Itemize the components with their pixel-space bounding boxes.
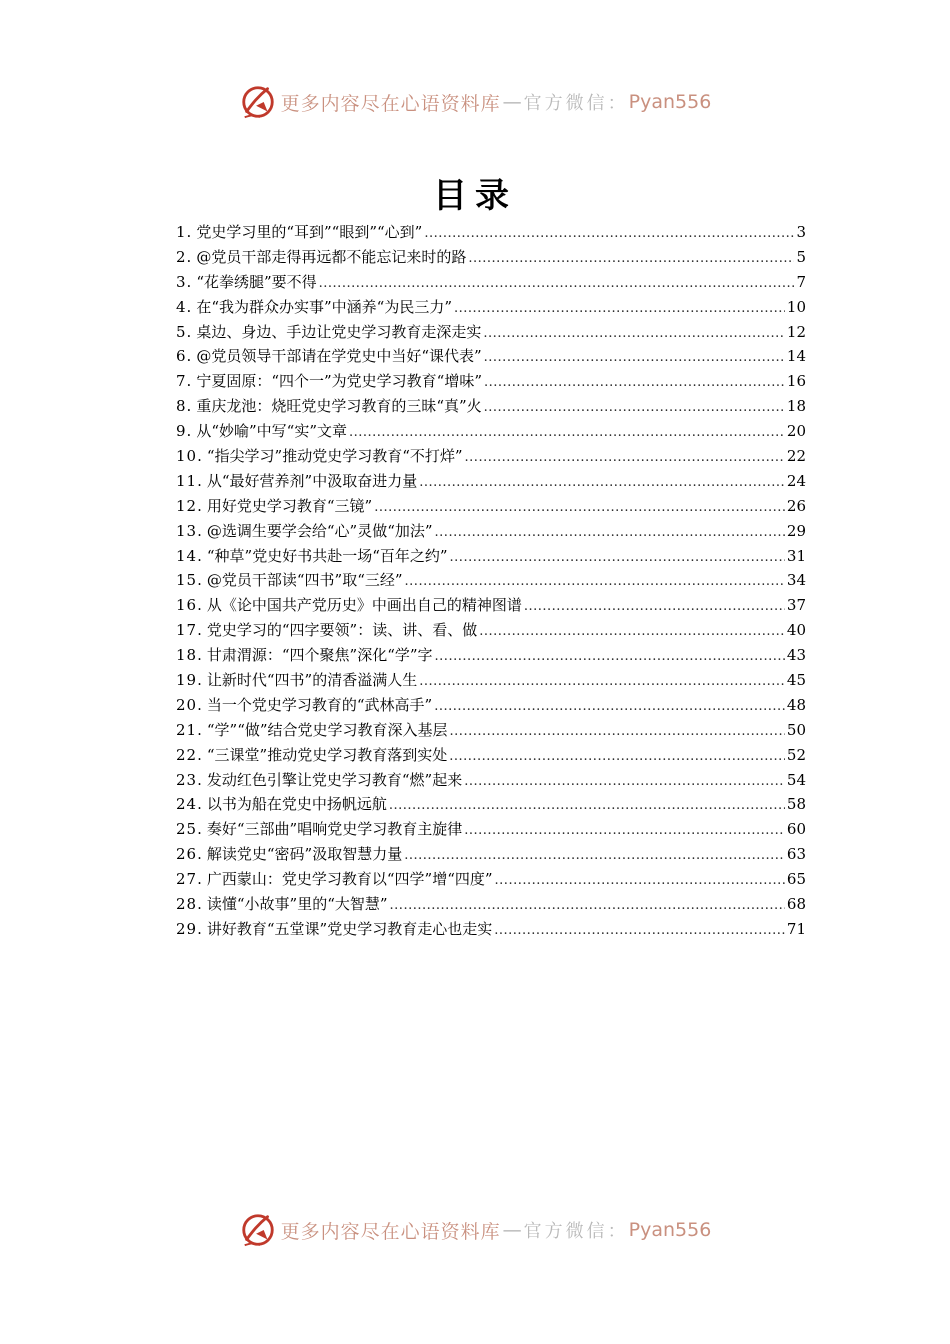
watermark-separator: — [502,1219,522,1241]
toc-dot-leader [435,645,785,670]
watermark-separator: — [502,91,522,113]
toc-entry-number: 3. [176,272,193,291]
toc-entry-number: 8. [176,397,193,416]
watermark-main-text: 更多内容尽在心语资料库 [280,92,501,115]
toc-entry-title: 党史学习的“四字要领”：读、讲、看、做 [206,621,478,640]
toc-entry[interactable] [176,593,806,618]
toc-entry-number: 21. [176,720,203,739]
toc-entry-number: 13. [176,521,203,540]
pen-logo-icon [239,83,277,121]
toc-entry-number: 17. [176,621,203,640]
toc-entry-title: “学”“做”结合党史学习教育深入基层 [206,720,448,739]
toc-entry-number: 5. [176,322,193,341]
toc-entry-number: 14. [176,546,203,565]
toc-entry-number: 27. [176,870,203,889]
toc-dot-leader [390,894,785,919]
toc-dot-leader [449,745,785,770]
toc-entry-page: 31 [786,546,806,565]
toc-entry[interactable] [176,718,806,743]
toc-entry-page: 54 [786,770,806,789]
toc-dot-leader [450,720,785,745]
toc-entry[interactable] [176,519,806,544]
toc-entry-number: 22. [176,745,203,764]
watermark-wechat-id: Pyan556 [628,1219,712,1241]
toc-entry[interactable] [176,220,806,245]
toc-entry-title: “花拳绣腿”要不得 [196,272,317,291]
toc-entry[interactable] [176,245,806,270]
toc-entry-page: 63 [786,845,806,864]
toc-entry-page: 65 [786,870,806,889]
toc-entry-page: 10 [786,297,806,316]
toc-dot-leader [389,794,785,819]
toc-entry-title: 当一个党史学习教育的“武林高手” [206,695,433,714]
toc-entry[interactable] [176,444,806,469]
toc-entry-page: 48 [786,695,806,714]
toc-entry[interactable] [176,743,806,768]
watermark-sub-text: 官方微信： [523,1221,629,1242]
toc-entry-title: 解读党史“密码”汲取智慧力量 [206,845,403,864]
toc-entry-number: 29. [176,919,203,938]
toc-entry-number: 16. [176,596,203,615]
toc-entry-number: 24. [176,795,203,814]
toc-entry-number: 15. [176,571,203,590]
toc-entry-page: 7 [796,272,806,291]
toc-dot-leader [450,546,785,571]
toc-entry-page: 43 [786,646,806,665]
toc-entry-title: “种草”党史好书共赴一场“百年之约” [206,546,448,565]
toc-entry-page: 14 [786,347,806,366]
toc-entry-number: 10. [176,447,203,466]
toc-entry-number: 19. [176,671,203,690]
toc-entry-number: 4. [176,297,193,316]
toc-dot-leader [494,919,785,944]
toc-entry-page: 68 [786,895,806,914]
toc-entry-title: 广西蒙山：党史学习教育以“四学”增“四度” [206,870,493,889]
toc-entry[interactable] [176,494,806,519]
toc-entry[interactable] [176,668,806,693]
toc-entry-title: 用好党史学习教育“三镜” [206,496,373,515]
toc-entry-title: @党员干部走得再远都不能忘记来时的路 [196,247,467,266]
toc-entry-page: 60 [786,820,806,839]
toc-dot-leader [484,396,785,421]
toc-entry-page: 26 [786,496,806,515]
toc-entry-page: 24 [786,471,806,490]
watermark-main-text: 更多内容尽在心语资料库 [280,1220,501,1243]
toc-entry-page: 50 [786,720,806,739]
toc-entry-title: @党员领导干部请在学党史中当好“课代表” [196,347,482,366]
toc-entry-title: @党员干部读“四书”取“三经” [206,571,403,590]
toc-dot-leader [484,371,785,396]
toc-entry-page: 71 [786,919,806,938]
toc-entry-page: 3 [796,223,806,241]
pen-logo-icon [239,1211,277,1249]
toc-entry-number: 18. [176,646,203,665]
toc-entry-title: 从《论中国共产党历史》中画出自己的精神图谱 [206,596,522,615]
toc-dot-leader [435,521,785,546]
toc-entry-page: 45 [786,671,806,690]
toc-entry-title: 在“我为群众办实事”中涵养“为民三力” [196,297,452,316]
toc-entry[interactable] [176,842,806,867]
toc-entry-title: “指尖学习”推动党史学习教育“不打烊” [206,447,463,466]
toc-entry[interactable] [176,270,806,295]
toc-dot-leader [454,297,785,322]
toc-entry-number: 2. [176,247,193,266]
toc-title: 目录 [433,176,517,216]
toc-entry-title: 让新时代“四书”的清香溢满人生 [206,671,418,690]
toc-entry[interactable] [176,817,806,842]
toc-entry-page: 5 [796,247,806,266]
toc-dot-leader [484,346,785,371]
toc-entry-number: 6. [176,347,193,366]
toc-entry[interactable] [176,568,806,593]
watermark-header [0,82,950,122]
toc-dot-leader [434,695,785,720]
toc-entry-number: 12. [176,496,203,515]
toc-dot-leader [424,222,794,247]
toc-entry-title: @选调生要学会给“心”灵做“加法” [206,521,433,540]
toc-entry-page: 22 [786,447,806,466]
toc-entry-number: 11. [176,471,203,490]
toc-entry-title: 奏好“三部曲”唱响党史学习教育主旋律 [206,820,463,839]
watermark-wechat-id: Pyan556 [628,91,712,113]
toc-entry-page: 52 [786,745,806,764]
toc-entry-title: 甘肃渭源：“四个聚焦”深化“学”字 [206,646,433,665]
toc-entry[interactable] [176,469,806,494]
toc-entry-page: 12 [786,322,806,341]
toc-dot-leader [404,844,785,869]
toc-entry[interactable] [176,643,806,668]
toc-entry[interactable] [176,369,806,394]
toc-entry[interactable] [176,768,806,793]
toc-dot-leader [465,446,785,471]
toc-dot-leader [464,819,785,844]
toc-entry-page: 34 [786,571,806,590]
toc-entry-number: 7. [176,372,193,391]
toc-entry[interactable] [176,320,806,345]
toc-dot-leader [349,421,785,446]
toc-dot-leader [524,595,785,620]
toc-dot-leader [495,869,785,894]
toc-entry[interactable] [176,295,806,320]
toc-entry-page: 37 [786,596,806,615]
toc-entry-page: 20 [786,422,806,441]
toc-dot-leader [468,247,794,272]
toc-entry-number: 28. [176,895,203,914]
toc-entry-number: 25. [176,820,203,839]
toc-entry-title: 桌边、身边、手边让党史学习教育走深走实 [196,322,482,341]
toc-entry-title: 从“最好营养剂”中汲取奋进力量 [206,471,418,490]
toc-entry[interactable] [176,892,806,917]
toc-entry-title: 发动红色引擎让党史学习教育“燃”起来 [206,770,463,789]
toc-entry[interactable] [176,917,806,942]
toc-entry-title: 读懂“小故事”里的“大智慧” [206,895,388,914]
toc-dot-leader [405,570,785,595]
toc-entry-title: 从“妙喻”中写“实”文章 [196,422,347,441]
toc-entry-page: 40 [786,621,806,640]
toc-entry-number: 1. [176,223,193,241]
toc-entry-page: 29 [786,521,806,540]
toc-entry[interactable] [176,419,806,444]
toc-dot-leader [464,770,785,795]
watermark-footer [0,1210,950,1250]
toc-dot-leader [419,670,785,695]
toc-dot-leader [374,496,785,521]
toc-entry[interactable] [176,792,806,817]
toc-dot-leader [419,471,785,496]
toc-dot-leader [479,620,785,645]
toc-entry-title: 讲好教育“五堂课”党史学习教育走心也走实 [206,919,493,938]
toc-list [176,220,806,942]
toc-entry[interactable] [176,693,806,718]
toc-entry-page: 58 [786,795,806,814]
toc-entry-number: 9. [176,422,193,441]
toc-entry-page: 16 [786,372,806,391]
toc-entry[interactable] [176,394,806,419]
toc-entry-title: 党史学习里的“耳到”“眼到”“心到” [196,223,423,241]
toc-entry[interactable] [176,867,806,892]
toc-entry-title: 以书为船在党史中扬帆远航 [206,795,387,814]
watermark-sub-text: 官方微信： [523,93,629,114]
toc-entry-title: 重庆龙池：烧旺党史学习教育的三昧“真”火 [196,397,482,416]
toc-entry[interactable] [176,618,806,643]
toc-entry[interactable] [176,344,806,369]
toc-dot-leader [483,322,785,347]
toc-entry[interactable] [176,544,806,569]
toc-entry-number: 20. [176,695,203,714]
toc-entry-title: “三课堂”推动党史学习教育落到实处 [206,745,448,764]
toc-entry-title: 宁夏固原：“四个一”为党史学习教育“增味” [196,372,482,391]
toc-entry-page: 18 [786,397,806,416]
toc-dot-leader [319,272,795,297]
toc-entry-number: 23. [176,770,203,789]
toc-entry-number: 26. [176,845,203,864]
